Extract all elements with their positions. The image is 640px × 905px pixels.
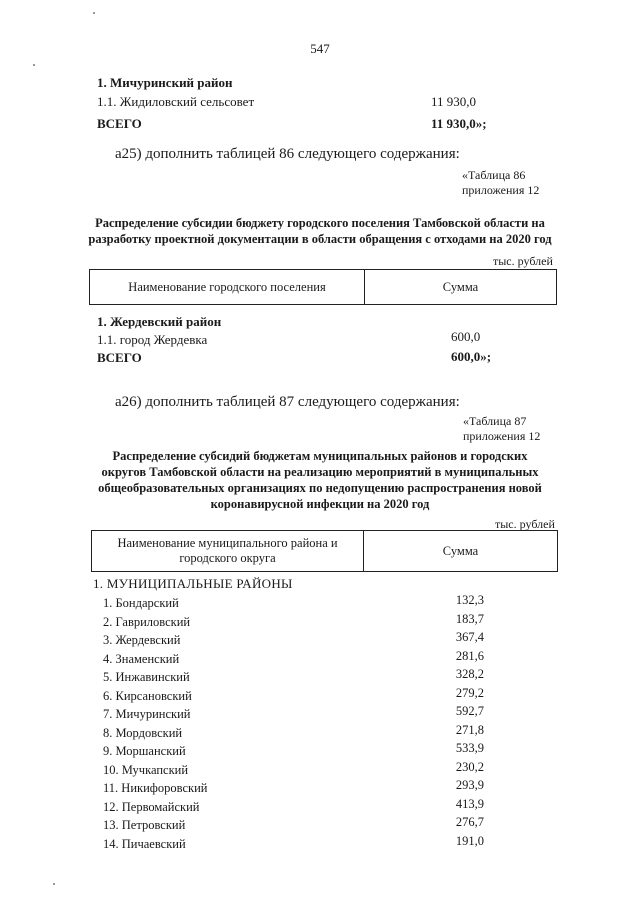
amendment-a25-text: а25) дополнить таблицей 86 следующего содержания: bbox=[115, 146, 460, 162]
row-label: 1.1. город Жердевка bbox=[97, 332, 208, 347]
total-value: 11 930,0»; bbox=[431, 116, 487, 131]
row-label: 1.1. Жидиловский сельсовет bbox=[97, 94, 255, 109]
table87-ref-line2: приложения 12 bbox=[463, 429, 541, 443]
district-row-label: 11. Никифоровский bbox=[103, 781, 208, 795]
district-row-value: 592,7 bbox=[455, 704, 484, 718]
table86-title: Распределение субсидии бюджету городского поселения Тамбовской области на разработку проектной документации в области обращения с отходами на 2020 год bbox=[88, 216, 552, 246]
table86-header bbox=[89, 269, 557, 305]
district-row-value: 276,7 bbox=[455, 815, 484, 829]
district-row-value: 293,9 bbox=[455, 778, 484, 792]
district-heading: 1. Мичуринский район bbox=[97, 75, 233, 90]
table86-col-sum: Сумма bbox=[442, 279, 479, 294]
district-row-value: 183,7 bbox=[455, 612, 484, 626]
district-row-value: 533,9 bbox=[455, 741, 484, 755]
district-row-value: 413,9 bbox=[455, 797, 484, 811]
district-row-value: 279,2 bbox=[455, 686, 484, 700]
district-row-value: 367,4 bbox=[455, 630, 484, 644]
district-row-label: 6. Кирсановский bbox=[103, 689, 192, 703]
district-heading: 1. Жердевский район bbox=[97, 314, 222, 329]
section-heading: 1. МУНИЦИПАЛЬНЫЕ РАЙОНЫ bbox=[93, 576, 293, 591]
scan-speck bbox=[53, 883, 55, 885]
amendment-a26-text: а26) дополнить таблицей 87 следующего содержания: bbox=[115, 394, 460, 410]
row-value: 11 930,0 bbox=[431, 94, 477, 109]
table87-col-sum: Сумма bbox=[442, 543, 479, 558]
district-row-label: 4. Знаменский bbox=[103, 652, 180, 666]
total-label: ВСЕГО bbox=[97, 350, 142, 365]
row-value: 600,0 bbox=[451, 329, 481, 344]
district-row-label: 2. Гавриловский bbox=[103, 615, 191, 629]
district-row-label: 3. Жердевский bbox=[103, 633, 181, 647]
district-row-value: 281,6 bbox=[455, 649, 484, 663]
table86-col-name: Наименование городского поселения bbox=[90, 270, 365, 304]
district-row-label: 8. Мордовский bbox=[103, 726, 183, 740]
page-number: 547 bbox=[310, 41, 330, 56]
total-label: ВСЕГО bbox=[97, 116, 142, 131]
table87-unit: тыс. рублей bbox=[495, 517, 555, 531]
district-row-value: 191,0 bbox=[455, 834, 484, 848]
table87-ref-line1: «Таблица 87 bbox=[463, 414, 527, 428]
district-row-label: 1. Бондарский bbox=[103, 596, 179, 610]
table86-ref-line1: «Таблица 86 bbox=[462, 168, 526, 182]
district-row-label: 14. Пичаевский bbox=[103, 837, 186, 851]
district-row-label: 13. Петровский bbox=[103, 818, 186, 832]
district-row-value: 230,2 bbox=[455, 760, 484, 774]
scan-speck bbox=[93, 12, 95, 14]
table86-ref-line2: приложения 12 bbox=[462, 183, 540, 197]
district-row-label: 12. Первомайский bbox=[103, 800, 200, 814]
district-row-label: 5. Инжавинский bbox=[103, 670, 190, 684]
district-row-value: 132,3 bbox=[455, 593, 484, 607]
table87-col-name: Наименование муниципального района и городского округа bbox=[92, 531, 364, 571]
total-value: 600,0»; bbox=[451, 349, 492, 364]
district-row-label: 9. Моршанский bbox=[103, 744, 186, 758]
district-row-label: 7. Мичуринский bbox=[103, 707, 191, 721]
table87-header bbox=[91, 530, 558, 572]
district-row-value: 271,8 bbox=[455, 723, 484, 737]
district-row-label: 10. Мучкапский bbox=[103, 763, 189, 777]
table87-title: Распределение субсидий бюджетам муниципальных районов и городских округов Тамбовской области на реализацию мероприятий в муниципальных общеобразовательных организациях по недопущению распространения новой коронавирусной инфекции на 2020 год bbox=[98, 449, 542, 511]
scan-speck bbox=[33, 64, 35, 66]
table86-unit: тыс. рублей bbox=[493, 254, 553, 268]
district-row-value: 328,2 bbox=[455, 667, 484, 681]
